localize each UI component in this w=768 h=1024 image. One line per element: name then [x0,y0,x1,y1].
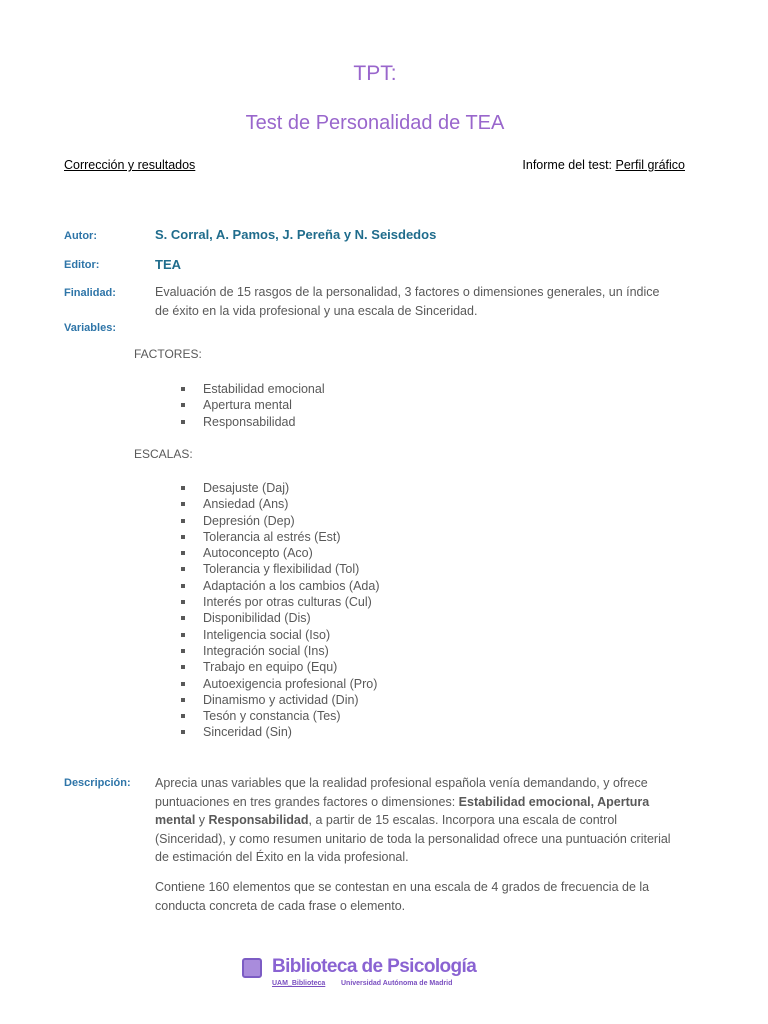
escalas-item: Autoexigencia profesional (Pro) [180,676,379,692]
autor-label: Autor: [64,230,97,242]
factores-list [180,381,325,430]
logo-title: Biblioteca de Psicología [272,956,477,977]
logo-square-icon [242,958,262,978]
escalas-item: Tolerancia y flexibilidad (Tol) [180,561,379,577]
escalas-item: Autoconcepto (Aco) [180,545,379,561]
escalas-list [180,480,379,741]
escalas-item: Integración social (Ins) [180,643,379,659]
desc-text-d: , a partir de 15 escalas. Incorpora una escala de control (Sinceridad), y como resumen unitario de toda la personalidad ofrece una puntuación criterial de estimación del Éxito en la vida profesional. [155,813,671,864]
descripcion-label: Descripción: [64,777,131,789]
escalas-item: Interés por otras culturas (Cul) [180,594,379,610]
report-label: Informe del test: [522,158,616,172]
escalas-item: Sinceridad (Sin) [180,724,379,740]
autor-value: S. Corral, A. Pamos, J. Pereña y N. Seisdedos [155,227,437,242]
escalas-item: Trabajo en equipo (Equ) [180,659,379,675]
escalas-item: Ansiedad (Ans) [180,496,379,512]
correction-link[interactable]: Corrección y resultados [64,158,196,172]
descripcion-paragraph-2: Contiene 160 elementos que se contestan en una escala de 4 grados de frecuencia de la conducta concreta de cada frase o elemento. [155,880,650,913]
finalidad-value: Evaluación de 15 rasgos de la personalidad, 3 factores o dimensiones generales, un índice de éxito en la vida profesional y una escala de Sinceridad. [155,285,660,318]
variables-label: Variables: [64,322,116,334]
report-link[interactable]: Perfil gráfico [615,158,685,172]
desc-bold-2: Responsabilidad [208,813,309,827]
escalas-heading: ESCALAS: [134,447,193,461]
escalas-item: Desajuste (Daj) [180,480,379,496]
logo-subtitle-left: UAM_Biblioteca [272,980,326,987]
desc-text-c: y [195,813,209,827]
page-subtitle: Test de Personalidad de TEA [245,112,505,134]
page-title: TPT: [353,62,397,85]
escalas-item: Tesón y constancia (Tes) [180,708,379,724]
desc-bold-1: Estabilidad emocional, Apertura mental [155,794,650,827]
factores-item: Apertura mental [180,397,325,413]
factores-item: Estabilidad emocional [180,381,325,397]
editor-label: Editor: [64,259,100,271]
factores-item: Responsabilidad [180,414,325,430]
footer-logo [242,956,507,992]
report-info [522,158,685,172]
descripcion-paragraph-1 [155,774,675,867]
escalas-item: Depresión (Dep) [180,513,379,529]
escalas-item: Dinamismo y actividad (Din) [180,692,379,708]
factores-heading: FACTORES: [134,347,202,361]
editor-value: TEA [155,257,181,272]
desc-text-a: Aprecia unas variables que la realidad profesional española venía demandando, y ofrece puntuaciones en tres grandes factores o dimensiones: [155,776,648,809]
escalas-item: Tolerancia al estrés (Est) [180,529,379,545]
escalas-item: Adaptación a los cambios (Ada) [180,578,379,594]
finalidad-label: Finalidad: [64,287,116,299]
top-row [64,158,685,172]
escalas-item: Disponibilidad (Dis) [180,610,379,626]
escalas-item: Inteligencia social (Iso) [180,627,379,643]
logo-subtitle-right: Universidad Autónoma de Madrid [341,980,453,987]
